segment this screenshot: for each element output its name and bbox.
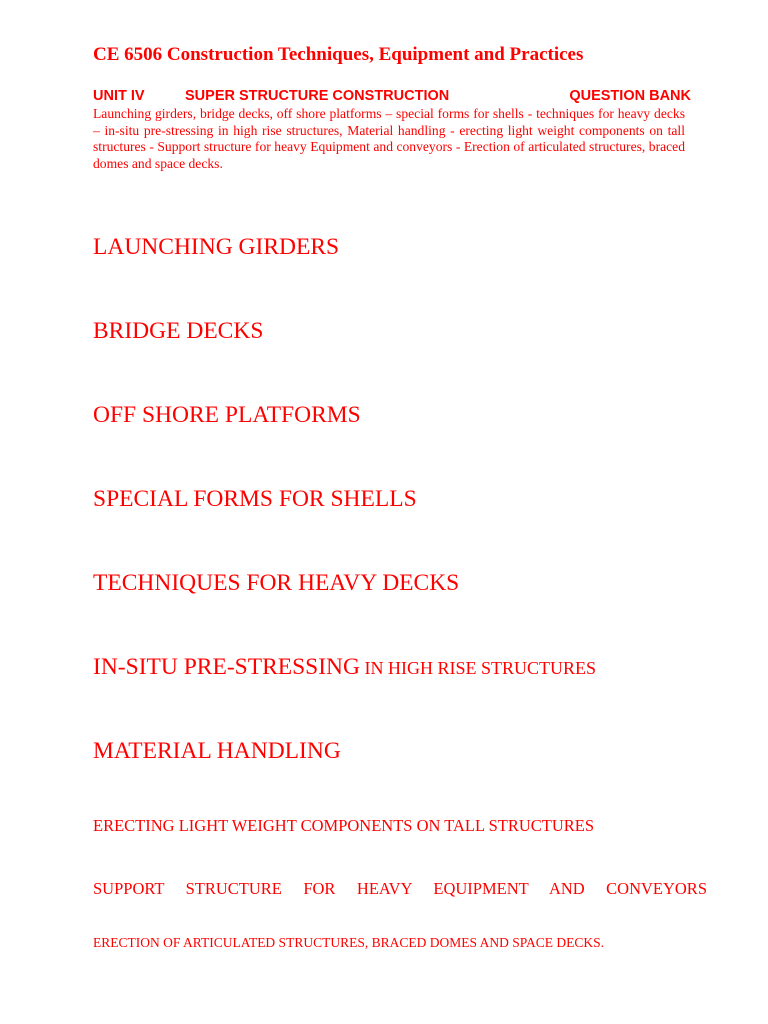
topic-launching-girders: LAUNCHING GIRDERS	[93, 234, 340, 260]
topic-bridge-decks: BRIDGE DECKS	[93, 318, 264, 344]
topic-techniques-for-heavy-decks: TECHNIQUES FOR HEAVY DECKS	[93, 570, 460, 596]
unit-label: UNIT IV	[93, 88, 145, 104]
topic-support-structure: SUPPORT STRUCTURE FOR HEAVY EQUIPMENT AND CONVEYORS	[93, 879, 707, 898]
topic-special-forms-for-shells: SPECIAL FORMS FOR SHELLS	[93, 486, 417, 512]
topic-erection-articulated-structures: ERECTION OF ARTICULATED STRUCTURES, BRACED DOMES AND SPACE DECKS.	[93, 935, 605, 950]
topic-material-handling: MATERIAL HANDLING	[93, 738, 341, 764]
topic-erecting-light-weight-components: ERECTING LIGHT WEIGHT COMPONENTS ON TALL STRUCTURES	[93, 816, 595, 835]
unit-name: SUPER STRUCTURE CONSTRUCTION	[185, 88, 450, 104]
syllabus-paragraph: Launching girders, bridge decks, off shore platforms – special forms for shells - techniques for heavy decks – in-situ pre-stressing in high rise structures, Material handling - erecting light weight components on tall structures - Support structure for heavy Equipment and conveyors - Erection of articulated structures, braced domes and space decks.	[93, 106, 685, 171]
topic-insitu-prestressing-rest: IN HIGH RISE STRUCTURES	[360, 658, 597, 678]
topic-insitu-prestressing	[93, 654, 596, 681]
course-title: CE 6506 Construction Techniques, Equipment and Practices	[93, 44, 584, 65]
topic-off-shore-platforms: OFF SHORE PLATFORMS	[93, 402, 361, 428]
question-bank-label: QUESTION BANK	[569, 88, 691, 104]
topic-insitu-prestressing-main: IN-SITU PRE-STRESSING	[93, 654, 361, 680]
